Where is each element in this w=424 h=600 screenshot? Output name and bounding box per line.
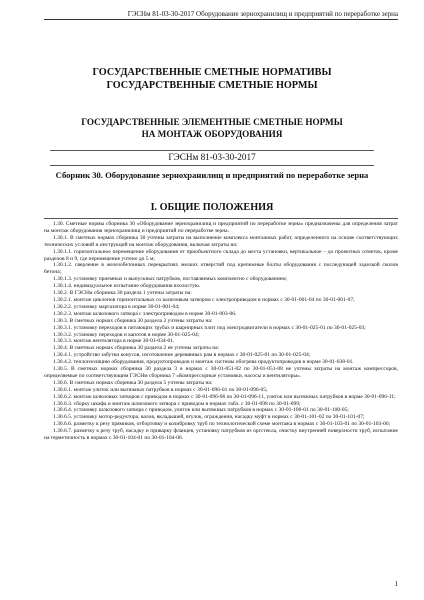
- body-paragraph: 1.30.1.2. сверление в железобетонных перекрытиях мелких отверстий под крепежные болты оборудования с последующей заделкой сколов бетона;: [44, 262, 398, 276]
- body-paragraph: 1.30.6.5. установку мотор-редуктора, валов, вкладышей, втулок, ограждения, насадку муфт в нормах с 30-01-101-02 по 30-01-101-07;: [53, 414, 365, 421]
- body-paragraph: 1.30.6.1. монтаж улиток или вытяжных патрубков в нормах с 30-01-096-01 по 30-01-096-05;: [53, 386, 268, 393]
- body-paragraph: 1.30.6.6. разметку к резу прямиков, отбортовку и колибровку труб по технологической схеме монтажа в нормах с 30-01-103-01 по 30-01-103-06;: [53, 421, 391, 428]
- body-paragraph: 1.30.1.1. горизонтальное перемещение оборудования от приобъектного склада до места установки, вертикальное – до проектных отметок, кроме разделов 8 и 9, где перемещение учтено до 5 м;: [44, 248, 398, 262]
- body-paragraph: 1.30.6.2. монтаж шлюзовых затворов с приводом в нормах с 30-01-096-06 по 30-01-096-11, улиток или вытяжных патрубков в норме 30-01-096-11;: [53, 393, 396, 400]
- body-paragraph: 1.30.6.4. установку шлюзового затвора с приводом, улиток или вытяжных патрубков в нормах с 30-01-100-01 по 30-01-100-05;: [53, 407, 349, 414]
- body-paragraph: 1.30.4.1. устройство забутки конусов, изготовление деревянных рам в нормах с 30-01-025-01 по 30-01-025-04;: [53, 352, 311, 359]
- section-rule: [44, 218, 398, 219]
- code-rule-bottom: [50, 165, 374, 166]
- section-heading: I. ОБЩИЕ ПОЛОЖЕНИЯ: [150, 202, 274, 213]
- page-number: 1: [394, 580, 398, 588]
- body-paragraph: 1.30.3.3. монтаж вентилятора в норме 30-01-034-01.: [53, 338, 175, 345]
- sub-title: [30, 117, 394, 140]
- title-line-4: НА МОНТАЖ ОБОРУДОВАНИЯ: [141, 128, 283, 139]
- body-paragraph: 1.30.2. В ГЭСНм сборника 30 раздела 1 учтены затраты на:: [53, 290, 192, 297]
- title-line-3: ГОСУДАРСТВЕННЫЕ ЭЛЕМЕНТНЫЕ СМЕТНЫЕ НОРМЫ: [81, 117, 343, 127]
- body-paragraph: 1.30.1. В сметных нормах сборника 30 учтены затраты на выполнение комплекса монтажных работ, определенного на основе соответствующих технических условий и инструкций на монтаж оборудования, включая затраты на:: [44, 234, 398, 248]
- body-text: [44, 221, 398, 442]
- body-paragraph: 1.30.1.3. установку приемных и выпускных патрубков, поставляемых комплектно с оборудованием;: [53, 276, 288, 283]
- body-paragraph: 1.30.1.4. индивидуальное испытание оборудования вхолостую.: [53, 283, 201, 290]
- body-paragraph: 1.30.4.2. теплоизоляцию оборудования, продуктопроводов и монтаж системы обогрева продуктопроводов в норме 30-01-038-01.: [53, 359, 354, 366]
- body-paragraph: 1.30.5. В сметных нормах сборника 30 раздела 3 в нормах с 30-01-051-02 по 30-01-051-08 не учтены затраты на монтаж компрессоров, определяемые по соответствующим ГЭСНм сборника 7 «Компрессорные установки, насосы и вентиляторы».: [44, 366, 398, 379]
- body-paragraph: 1.30.3.1. установку переходов в питающих трубах и шарнирных плит под электродвигатели в нормах с 30-01-025-01 по 30-01-025-03;: [53, 324, 366, 331]
- body-paragraph: 1.30.6. В сметных нормах сборника 30 раздела 5 учтены затраты на:: [53, 379, 213, 386]
- body-paragraph: 1.30.6.3. сборку шкафа и монтаж шлюзового затвора с приводом в нормах табл. с 30-01-098 по 30-01-099;: [53, 400, 301, 407]
- body-paragraph: 1.30.6.7. разметку к резу труб, насадку и приварку фланцев, установку патрубков из оргстекла, очистку внутренней поверхности труб, испытание на герметичность в нормах с 30-01-104-01 по 30-01-104-06.: [44, 428, 398, 442]
- running-header: ГЭСНм 81-03-30-2017 Оборудование зернохранилищ и предприятий по переработке зерна: [127, 10, 398, 18]
- title-line-1: ГОСУДАРСТВЕННЫЕ СМЕТНЫЕ НОРМАТИВЫ: [92, 67, 332, 78]
- header-rule: [44, 19, 398, 20]
- body-paragraph: 1.30.3. В сметных нормах сборника 30 раздела 2 учтены затраты на:: [53, 317, 213, 324]
- body-paragraph: 1.30.2.1. монтаж циклонов горизонтальных со шлюзовым затвором с электроприводом в нормах с 30-01-001-04 по 30-01-001-07;: [53, 296, 355, 303]
- body-paragraph: 1.30.2.2. установку маргазатора в норме 30-01-001-04;: [53, 303, 180, 310]
- body-paragraph: 1.30.2.3. монтаж шлюзового затвора с электроприводом в норме 30-01-003-06.: [53, 310, 237, 317]
- code-rule-top: [50, 150, 374, 151]
- norm-code: ГЭСНм 81-03-30-2017: [168, 152, 256, 162]
- body-paragraph: 1.30. Сметные нормы сборника 30 «Оборудование зернохранилищ и предприятий по переработке зерна» предназначены для определения затрат на монтаж оборудования зернохранилищ и предприятий по переработке зерна.: [44, 221, 398, 234]
- body-paragraph: 1.30.4. В сметных нормах сборника 30 раздела 2 не учтены затраты на:: [53, 345, 220, 352]
- body-paragraph: 1.30.3.2. установку переходов и капотов в норме 30-01-025-04;: [53, 331, 200, 338]
- main-title: [30, 66, 394, 92]
- title-line-2: ГОСУДАРСТВЕННЫЕ СМЕТНЫЕ НОРМЫ: [106, 80, 318, 91]
- collection-title: Сборник 30. Оборудование зернохранилищ и предприятий по переработке зерна: [55, 170, 369, 180]
